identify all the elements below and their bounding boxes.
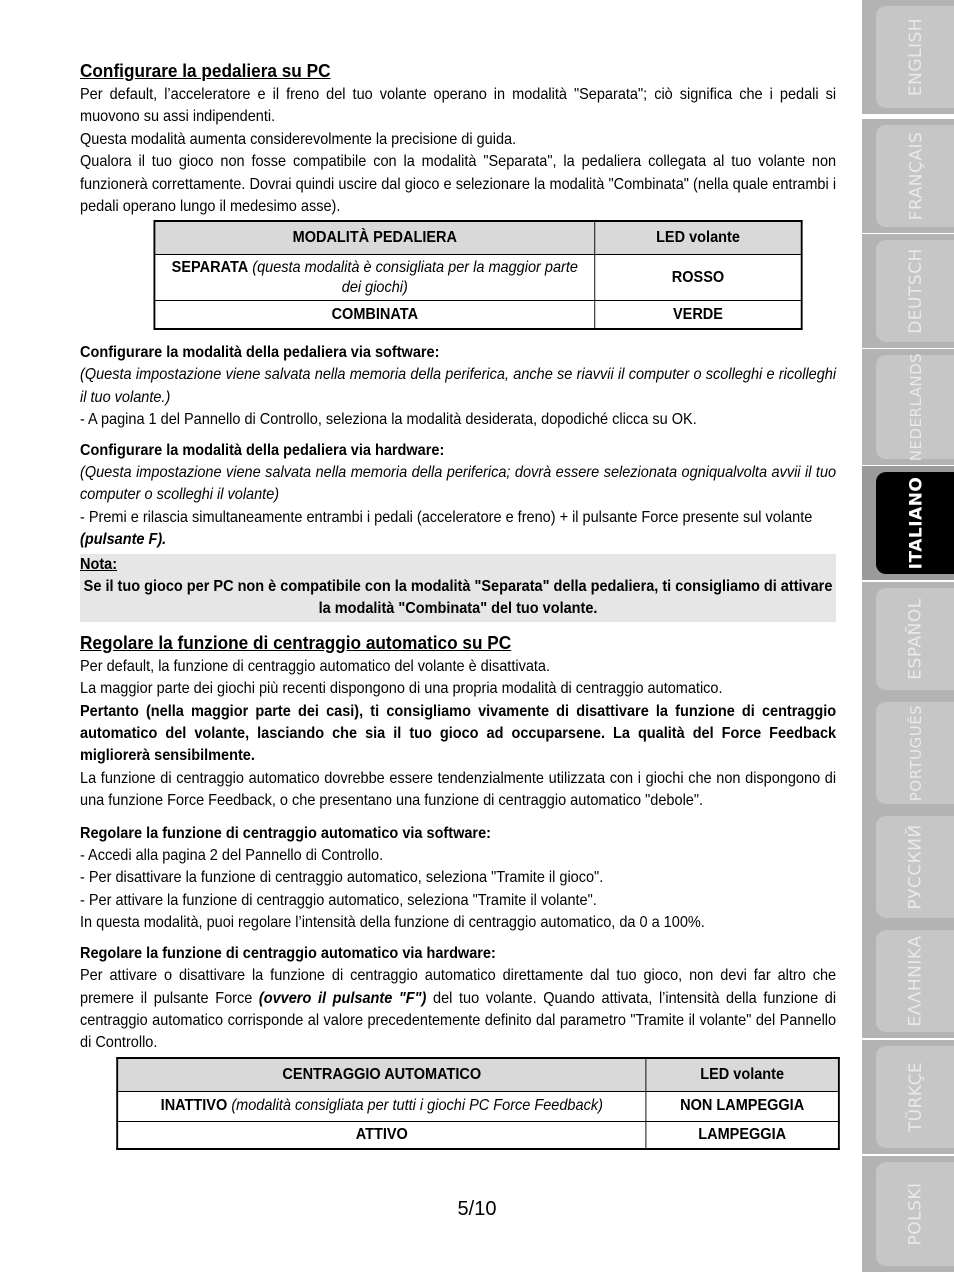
table-row	[117, 1121, 839, 1149]
mode-name: COMBINATA	[154, 301, 594, 329]
tab-greek[interactable]	[862, 924, 954, 1038]
paragraph: Per default, l’acceleratore e il freno del tuo volante operano in modalità "Separata"; ciò significa che i pedali si muovono su assi indipendenti.	[80, 86, 837, 126]
tab-label: ENGLISH	[906, 17, 927, 97]
table-header: CENTRAGGIO AUTOMATICO	[117, 1058, 646, 1092]
tab-label: PORTUGUÊS	[907, 704, 925, 802]
mode-note: (questa modalità è consigliata per la maggior parte dei giochi)	[252, 258, 578, 296]
tab-label: POLSKI	[906, 1182, 926, 1246]
subsection-title: Regolare la funzione di centraggio automatico via hardware:	[80, 944, 496, 962]
note-text: (Questa impostazione viene salvata nella memoria della periferica, anche se riavvii il computer o scolleghi e ricolleghi il tuo volante.)	[80, 366, 837, 406]
tab-polski[interactable]	[862, 1156, 954, 1272]
tab-turkce[interactable]	[862, 1040, 954, 1154]
paragraph: La funzione di centraggio automatico dovrebbe essere tendenzialmente utilizzata con i giochi che non dispongono di una funzione Force Feedback, o che presentano una funzione di centraggio automatico "debole".	[80, 769, 837, 810]
subsection-title: Configurare la modalità della pedaliera via software:	[80, 343, 440, 361]
tab-russian[interactable]	[862, 810, 954, 924]
section-title-autocenter: Regolare la funzione di centraggio automatico su PC	[80, 631, 512, 653]
tab-label: РУССКИЙ	[906, 824, 927, 910]
language-tabs	[862, 0, 954, 1272]
tab-nederlands[interactable]	[862, 349, 954, 465]
tab-label: FRANÇAIS	[906, 131, 926, 221]
tab-english[interactable]	[862, 0, 954, 114]
mode-name: INATTIVO	[160, 1097, 228, 1115]
tab-label: ESPAÑOL	[906, 598, 926, 680]
paragraph: La maggior parte dei giochi più recenti dispongono di una propria modalità di centraggio automatico.	[80, 680, 723, 698]
table-row	[154, 301, 801, 329]
table-header: LED volante	[595, 221, 802, 255]
step-emphasis: (pulsante F).	[80, 531, 167, 549]
page-number: 5/10	[457, 1198, 497, 1220]
note-box	[80, 554, 836, 622]
tab-label: TÜRKÇE	[906, 1061, 926, 1133]
step-text: - Premi e rilascia simultaneamente entrambi i pedali (acceleratore e freno) + il pulsante Force presente sul volante	[80, 508, 813, 526]
led-value: VERDE	[595, 301, 802, 329]
led-value: ROSSO	[595, 255, 802, 301]
table-header: LED volante	[646, 1058, 839, 1092]
table-cell	[117, 1091, 646, 1121]
paragraph	[80, 965, 836, 1055]
tab-francais[interactable]	[862, 119, 954, 233]
note-text: (Questa impostazione viene salvata nella memoria della periferica; dovrà essere selezionata ogniqualvolta avvii il tuo computer o scolleghi il volante)	[80, 463, 837, 504]
note-message: Se il tuo gioco per PC non è compatibile con la modalità "Separata" della pedaliera, ti consigliamo di attivare la modalità "Combinata" del tuo volante.	[83, 578, 833, 618]
tab-label: DEUTSCH	[906, 248, 927, 334]
subsection-title: Regolare la funzione di centraggio automatico via software:	[80, 824, 491, 842]
section-title-pedals: Configurare la pedaliera su PC	[80, 60, 331, 81]
tab-italiano[interactable]	[862, 466, 954, 580]
list-item: - Accedi alla pagina 2 del Pannello di Controllo.	[80, 847, 384, 865]
table-header: MODALITÀ PEDALIERA	[154, 221, 594, 255]
page-content	[80, 58, 836, 1150]
mode-name: SEPARATA	[171, 258, 249, 276]
paragraph: Qualora il tuo gioco non fosse compatibile con la modalità "Separata", la pedaliera collegata al tuo volante non funzionerà correttamente. Dovrai quindi uscire dal gioco e selezionare la modalità "Combinata" (nella quale entrambi i pedali operano lungo il medesimo asse).	[80, 153, 837, 216]
subsection-title: Configurare la modalità della pedaliera via hardware:	[80, 441, 445, 459]
text-part: del tuo volante. Quando attivata, l’intensità della funzione di centraggio automatico corrisponde al valore precedentemente definito dal parametro "Tramite il volante" del Pannello di Controllo.	[80, 989, 837, 1052]
led-value: NON LAMPEGGIA	[646, 1091, 839, 1121]
tab-deutsch[interactable]	[862, 234, 954, 348]
mode-name: ATTIVO	[117, 1121, 646, 1149]
table-row	[154, 255, 801, 301]
text-emphasis: (ovvero il pulsante "F")	[258, 989, 427, 1007]
led-value: LAMPEGGIA	[646, 1121, 839, 1149]
table-row	[117, 1091, 839, 1121]
paragraph: Pertanto (nella maggior parte dei casi), ti consigliamo vivamente di disattivare la funzione di centraggio automatico del volante, lasciando che sia il tuo gioco ad occuparsene. La qualità del Force Feedback migliorerà sensibilmente.	[80, 702, 837, 765]
text-part: Per attivare o disattivare la funzione di centraggio automatico direttamente dal tuo gioco, non devi far altro che premere il pulsante Force	[80, 967, 837, 1007]
tab-label: NEDERLANDS	[907, 352, 925, 462]
paragraph: Per default, la funzione di centraggio automatico del volante è disattivata.	[80, 657, 551, 675]
paragraph: - A pagina 1 del Pannello di Controllo, seleziona la modalità desiderata, dopodiché clicca su OK.	[80, 411, 697, 429]
note-label: Nota:	[80, 555, 118, 573]
mode-note: (modalità consigliata per tutti i giochi PC Force Feedback)	[231, 1097, 603, 1115]
autocenter-table	[116, 1057, 840, 1151]
paragraph: Questa modalità aumenta considerevolmente la precisione di guida.	[80, 130, 517, 148]
paragraph	[80, 507, 836, 552]
list-item: - Per attivare la funzione di centraggio automatico, seleziona "Tramite il volante".	[80, 891, 597, 909]
tab-label: ITALIANO	[906, 476, 927, 570]
table-cell	[154, 255, 594, 301]
list-item: - Per disattivare la funzione di centraggio automatico, seleziona "Tramite il gioco".	[80, 869, 604, 887]
pedal-mode-table	[153, 220, 802, 330]
tab-label: ΕΛΛΗΝΙΚΑ	[906, 935, 927, 1027]
paragraph: In questa modalità, puoi regolare l’intensità della funzione di centraggio automatico, da 0 a 100%.	[80, 914, 705, 932]
tab-portugues[interactable]	[862, 696, 954, 810]
tab-espanol[interactable]	[862, 582, 954, 696]
